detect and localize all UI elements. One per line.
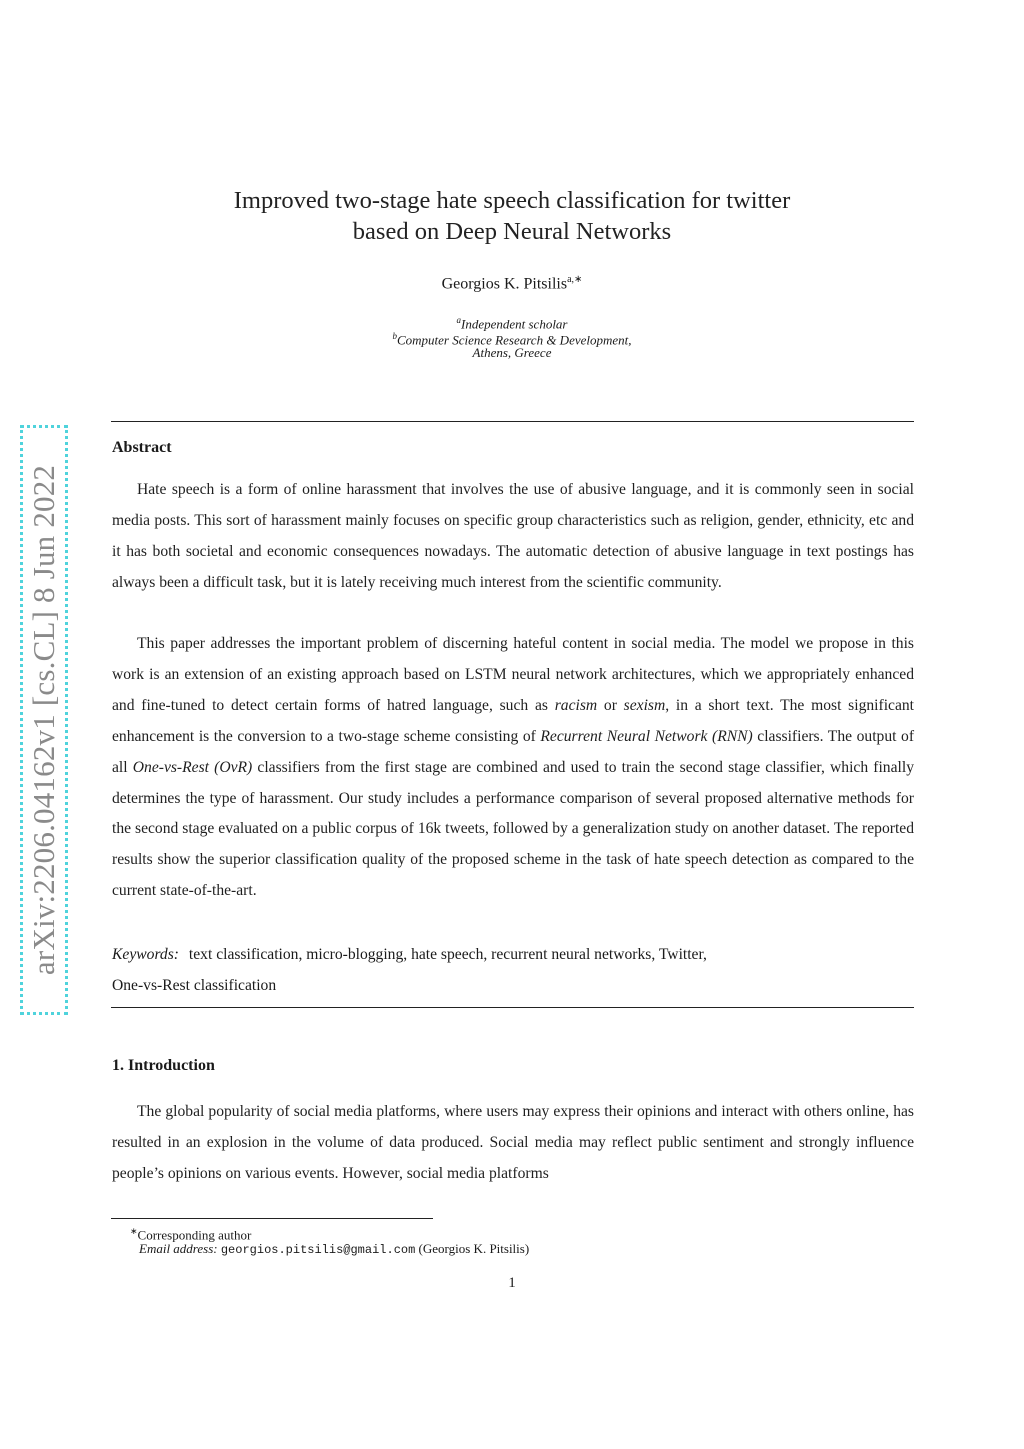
- term-rnn: Recurrent Neural Network (RNN): [540, 727, 753, 745]
- keywords-line2: One-vs-Rest classification: [112, 977, 277, 994]
- keywords: [112, 939, 914, 970]
- affiliation-a-text: Independent scholar: [460, 316, 568, 332]
- footnote-text: Corresponding author: [137, 1227, 252, 1243]
- paper-title-line1: Improved two-stage hate speech classification for twitter: [233, 187, 791, 214]
- paper-title-line2: based on Deep Neural Networks: [352, 218, 672, 245]
- term-sexism: sexism: [623, 696, 666, 714]
- keywords-label: Keywords:: [112, 946, 179, 963]
- affiliation-b-text: Computer Science Research & Development,: [396, 332, 632, 348]
- footnote-rule: [111, 1218, 433, 1219]
- author-marks: a,∗: [567, 274, 583, 285]
- abstract-heading: Abstract: [112, 439, 172, 456]
- affiliation-b-location: Athens, Greece: [472, 345, 552, 360]
- abstract-bottom-rule: [111, 1007, 914, 1008]
- arxiv-id: arXiv:2206.04162v1 [cs.CL] 8 Jun 2022: [26, 464, 61, 976]
- affiliation-b-mark: b: [392, 331, 397, 341]
- abstract-top-rule: [111, 421, 914, 422]
- email-label: Email address:: [139, 1241, 218, 1256]
- abstract-paragraph-2: This paper addresses the important problem of discerning hateful content in social media. The model we propose in this work is an extension of an existing approach based on LSTM neural network architectures, which we appropriately enhanced and fine-tuned to detect certain forms of hatred language, such as racism or sexism, in a short text. The most significant enhancement is the conversion to a two-stage scheme consisting of Recurrent Neural Network (RNN) classifiers. The output of all One-vs-Rest (OvR) classifiers from the first stage are combined and used to train the second stage classifier, which finally determines the type of harassment. Our study includes a performance comparison of several proposed alternative methods for the second stage evaluated on a public corpus of 16k tweets, followed by a generalization study on another dataset. The reported results show the superior classification quality of the proposed scheme in the task of hate speech detection as compared to the current state-of-the-art.: [112, 635, 915, 900]
- introduction-heading: 1. Introduction: [112, 1057, 215, 1074]
- abstract-paragraph-1: Hate speech is a form of online harassment that involves the use of abusive language, and it is commonly seen in social media posts. This sort of harassment mainly focuses on specific group characteristics such as religion, gender, ethnicity, etc and it has both societal and economic consequences nowadays. The automatic detection of abusive language in text postings has always been a difficult task, but it is lately receiving much interest from the scientific community.: [112, 481, 914, 591]
- page-number: 1: [508, 1275, 516, 1291]
- footnote-email: [139, 1240, 529, 1259]
- footnote-mark: ∗: [130, 1226, 138, 1236]
- email-author-name: (Georgios K. Pitsilis): [418, 1241, 530, 1256]
- affiliation-a-mark: a: [456, 315, 461, 325]
- keywords-text: text classification, micro-blogging, hate speech, recurrent neural networks, Twitter,: [188, 946, 707, 963]
- author-name: Georgios K. Pitsilis: [441, 275, 568, 293]
- introduction-paragraph-1: The global popularity of social media platforms, where users may express their opinions and interact with others online, has resulted in an explosion in the volume of data produced. Social media may reflect public sentiment and strongly influence people’s opinions on various events. However, social media platforms: [112, 1103, 914, 1182]
- author: [150, 274, 874, 293]
- term-racism: racism: [554, 696, 598, 714]
- arxiv-stamp: [20, 425, 68, 1015]
- email-address[interactable]: georgios.pitsilis@gmail.com: [220, 1243, 416, 1257]
- term-ovr: One-vs-Rest (OvR): [132, 758, 253, 776]
